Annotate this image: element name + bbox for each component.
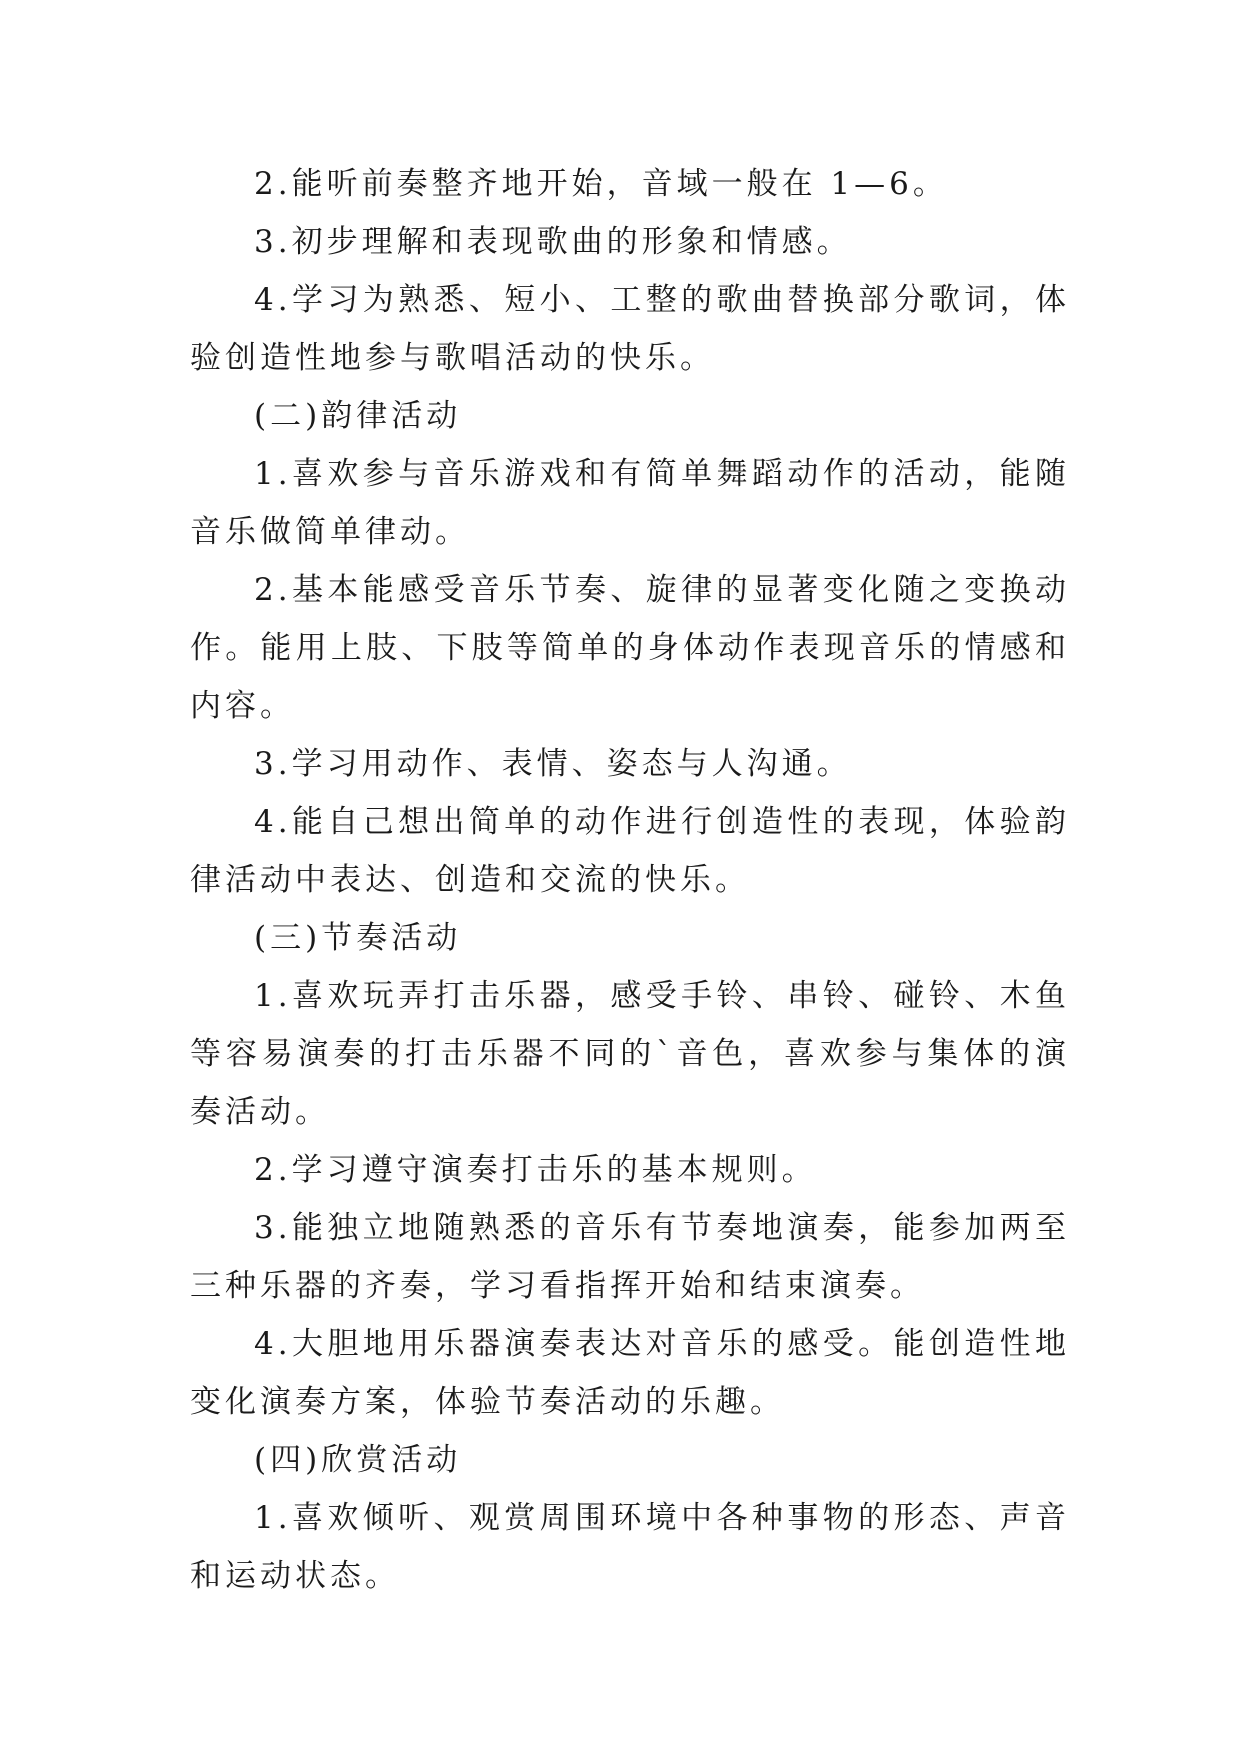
paragraph: 2.能听前奏整齐地开始，音域一般在 1—6。	[254, 166, 948, 202]
paragraph: 2.学习遵守演奏打击乐的基本规则。	[254, 1152, 817, 1188]
paragraph: 4.大胆地用乐器演奏表达对音乐的感受。能创造性地变化演奏方案，体验节奏活动的乐趣。	[190, 1326, 1070, 1420]
paragraph: 1.喜欢参与音乐游戏和有简单舞蹈动作的活动，能随音乐做简单律动。	[190, 456, 1070, 550]
paragraph: 3.学习用动作、表情、姿态与人沟通。	[254, 746, 852, 782]
paragraph: 3.初步理解和表现歌曲的形象和情感。	[254, 224, 852, 260]
paragraph: 3.能独立地随熟悉的音乐有节奏地演奏，能参加两至三种乐器的齐奏，学习看指挥开始和结束演奏。	[190, 1210, 1070, 1304]
paragraph: 4.学习为熟悉、短小、工整的歌曲替换部分歌词，体验创造性地参与歌唱活动的快乐。	[190, 282, 1070, 376]
section-heading: (二)韵律活动	[254, 398, 462, 434]
paragraph: 2.基本能感受音乐节奏、旋律的显著变化随之变换动作。能用上肢、下肢等简单的身体动作表现音乐的情感和内容。	[190, 572, 1070, 724]
section-heading: (三)节奏活动	[254, 920, 462, 956]
paragraph: 4.能自己想出简单的动作进行创造性的表现，体验韵律活动中表达、创造和交流的快乐。	[190, 804, 1070, 898]
paragraph: 1.喜欢玩弄打击乐器，感受手铃、串铃、碰铃、木鱼等容易演奏的打击乐器不同的`音色，喜欢参与集体的演奏活动。	[190, 978, 1070, 1130]
document-body	[190, 155, 1070, 1605]
paragraph: 1.喜欢倾听、观赏周围环境中各种事物的形态、声音和运动状态。	[190, 1500, 1070, 1594]
section-heading: (四)欣赏活动	[254, 1442, 462, 1478]
